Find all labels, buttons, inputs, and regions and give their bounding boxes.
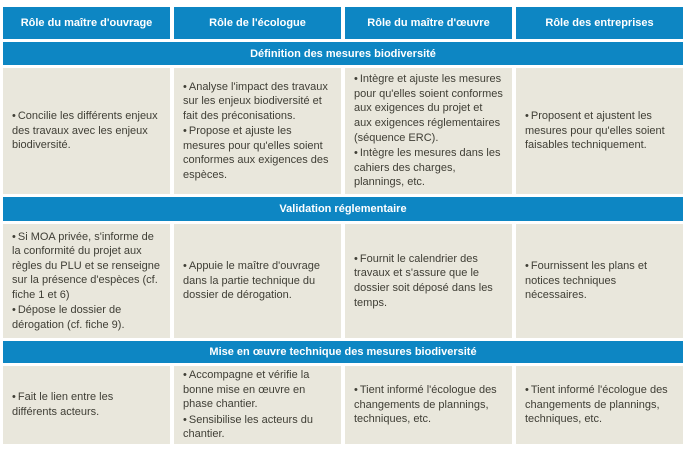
bullet-glyph: • — [12, 391, 16, 404]
table-cell — [516, 366, 683, 444]
bullet-glyph: • — [525, 260, 529, 273]
bullet-item — [354, 252, 503, 310]
column-header-entreprises: Rôle des entreprises — [516, 7, 683, 39]
table-cell — [516, 224, 683, 338]
bullet-item — [525, 383, 674, 427]
table-cell — [3, 224, 170, 338]
bullet-glyph: • — [183, 369, 187, 382]
table-cell — [516, 68, 683, 194]
bullet-item — [354, 383, 503, 427]
bullet-item — [12, 230, 161, 303]
bullet-glyph: • — [183, 80, 187, 93]
bullet-glyph: • — [12, 230, 16, 243]
section-header-mise-en-oeuvre: Mise en œuvre technique des mesures biodiversité — [3, 341, 683, 363]
bullet-text: Propose et ajuste les mesures pour qu'elles soient conformes aux exigences des espèces. — [183, 125, 329, 181]
table-cell — [345, 68, 512, 194]
bullet-glyph: • — [354, 252, 358, 265]
bullet-item — [525, 259, 674, 303]
bullet-text: Fournit le calendrier des travaux et s'assure que le dossier soit déposé dans les temps. — [354, 252, 493, 309]
table-cell — [3, 68, 170, 194]
bullet-glyph: • — [12, 304, 16, 317]
bullet-glyph: • — [354, 147, 358, 160]
bullet-glyph: • — [183, 125, 187, 138]
table-cell — [345, 224, 512, 338]
bullet-text: Sensibilise les acteurs du chantier. — [183, 413, 313, 441]
bullet-text: Dépose le dossier de dérogation (cf. fiche 9). — [12, 304, 125, 331]
bullet-text: Proposent et ajustent les mesures pour qu'elles soient faisables techniquement. — [525, 110, 665, 152]
bullet-glyph: • — [183, 413, 187, 426]
bullet-text: Intègre et ajuste les mesures pour qu'elles soient conformes aux exigences du projet et aux exigences réglementaires (séquence ERC). — [354, 73, 503, 144]
table-cell — [174, 366, 341, 444]
column-header-ecologue: Rôle de l'écologue — [174, 7, 341, 39]
bullet-item — [183, 413, 332, 442]
section-header-validation: Validation réglementaire — [3, 197, 683, 221]
bullet-text: Intègre les mesures dans les cahiers des charges, plannings, etc. — [354, 147, 501, 189]
bullet-glyph: • — [354, 73, 358, 86]
table-cell — [3, 366, 170, 444]
table-cell — [174, 224, 341, 338]
roles-table — [3, 7, 683, 444]
bullet-text: Appuie le maître d'ouvrage dans la partie technique du dossier de dérogation. — [183, 260, 320, 302]
bullet-item — [183, 259, 332, 303]
bullet-text: Accompagne et vérifie la bonne mise en œuvre en phase chantier. — [183, 369, 310, 411]
column-header-maitre-ouvrage: Rôle du maître d'ouvrage — [3, 7, 170, 39]
bullet-glyph: • — [183, 260, 187, 273]
bullet-glyph: • — [12, 110, 16, 123]
bullet-item — [525, 109, 674, 153]
bullet-item — [354, 72, 503, 145]
table-cell — [174, 68, 341, 194]
bullet-item — [12, 303, 161, 332]
column-header-maitre-oeuvre: Rôle du maître d'œuvre — [345, 7, 512, 39]
bullet-item — [354, 146, 503, 190]
bullet-text: Concilie les différents enjeux des travaux avec les enjeux biodiversité. — [12, 110, 158, 152]
bullet-text: Analyse l'impact des travaux sur les enjeux biodiversité et fait des préconisations. — [183, 80, 328, 122]
bullet-glyph: • — [354, 384, 358, 397]
bullet-glyph: • — [525, 384, 529, 397]
bullet-item — [183, 368, 332, 412]
bullet-text: Fournissent les plans et notices techniques nécessaires. — [525, 260, 648, 302]
bullet-text: Si MOA privée, s'informe de la conformité du projet aux règles du PLU et se renseigne sur la présence d'espèces (cf. fiche 1 et 6) — [12, 230, 160, 301]
bullet-text: Fait le lien entre les différents acteurs. — [12, 391, 114, 418]
bullet-item — [12, 390, 161, 419]
bullet-item — [183, 124, 332, 182]
section-header-definition: Définition des mesures biodiversité — [3, 42, 683, 65]
bullet-glyph: • — [525, 110, 529, 123]
bullet-item — [183, 80, 332, 124]
table-cell — [345, 366, 512, 444]
bullet-item — [12, 109, 161, 153]
bullet-text: Tient informé l'écologue des changements de plannings, techniques, etc. — [354, 384, 497, 426]
bullet-text: Tient informé l'écologue des changements de plannings, techniques, etc. — [525, 384, 668, 426]
